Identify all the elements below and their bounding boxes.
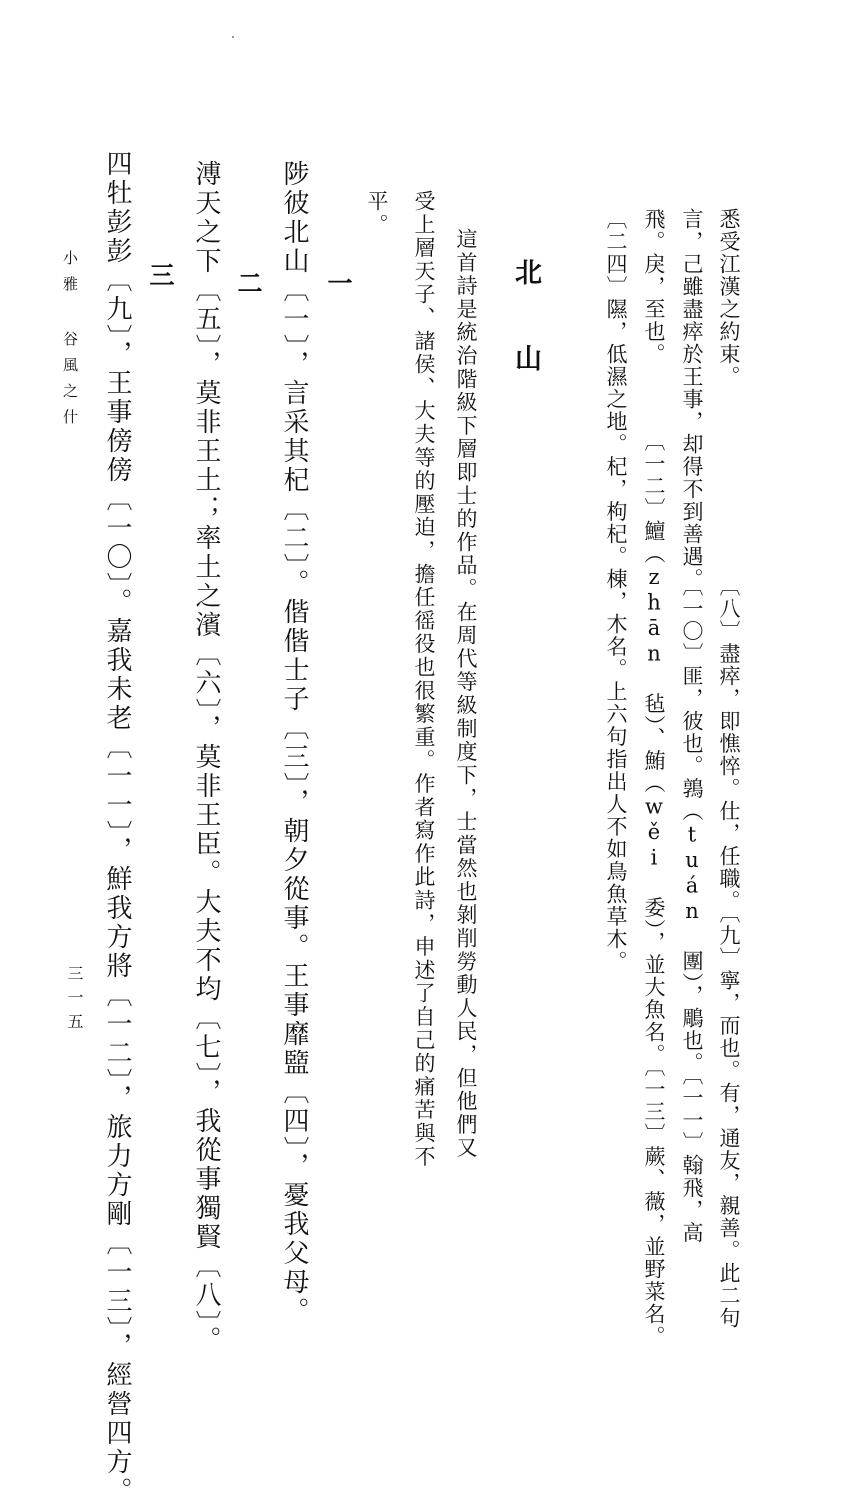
scan-speck	[232, 36, 234, 38]
intro-line-2: 受上層天子、諸侯、大夫等的壓迫，擔任徭役也很繁重。作者寫作此詩，申述了自己的痛苦與不	[412, 190, 436, 1169]
poem-line-3: 四牡彭彭〔九〕，王事傍傍〔一〇〕。嘉我未老〔一一〕，鮮我方將〔一二〕，旅力方剛〔一三〕，經營四方。	[102, 150, 132, 1506]
running-head: 小雅 谷風之什	[61, 250, 79, 435]
poem-line-1: 陟彼北山〔一〕，言采其杞〔二〕。偕偕士子〔三〕，朝夕從事。王事靡盬〔四〕，憂我父母。	[279, 160, 309, 1326]
intro-line-1: 這首詩是統治階級下層即士的作品。在周代等級制度下，士當然也剝削勞動人民，但他們又	[454, 228, 478, 1160]
footnote-text: 言，己雖盡瘁於王事，却得不到善遇。	[680, 208, 704, 591]
poem-title: 北 山	[510, 258, 541, 385]
footnote-text: 飛。戾，至也。	[642, 208, 666, 366]
footnote-text: 〔二四〕隰，低濕之地。杞，枸杞。棟，木名。上六句指出人不如鳥魚草木。	[604, 208, 628, 973]
page-number: 三一五	[65, 965, 84, 1037]
poem-line-2: 溥天之下〔五〕，莫非王土；率土之濱〔六〕，莫非王臣。大夫不均〔七〕，我從事獨賢〔八〕。	[191, 160, 221, 1355]
footnote-text: 〔一二〕鱣（zhān 毡）、鮪（wěi 委），並大魚名。〔一三〕蕨、薇，並野菜名。	[642, 430, 666, 1348]
footnote-text: 〔八〕盡瘁，即憔悴。仕，任職。〔九〕寧，而也。有，通友，親善。此二句	[717, 575, 741, 1330]
footnote-line-3b	[643, 430, 664, 1348]
footnote-line-1b	[718, 575, 739, 1330]
footnote-text: 〔一〇〕匪，彼也。鶉（tuán 團），鵰也。〔一一〕翰飛，高	[680, 575, 704, 1244]
footnote-line-2	[681, 208, 702, 591]
footnote-text: 悉受江漢之約束。	[717, 208, 741, 388]
footnote-line-3	[643, 208, 664, 366]
footnote-line-4	[605, 208, 626, 973]
stanza-marker-2: 二	[234, 270, 263, 295]
stanza-marker-3: 三	[146, 262, 175, 287]
footnote-line-2b	[681, 575, 702, 1244]
intro-line-3: 平。	[365, 190, 389, 237]
stanza-marker-1: 一	[324, 270, 353, 295]
footnote-line-1	[718, 208, 739, 388]
